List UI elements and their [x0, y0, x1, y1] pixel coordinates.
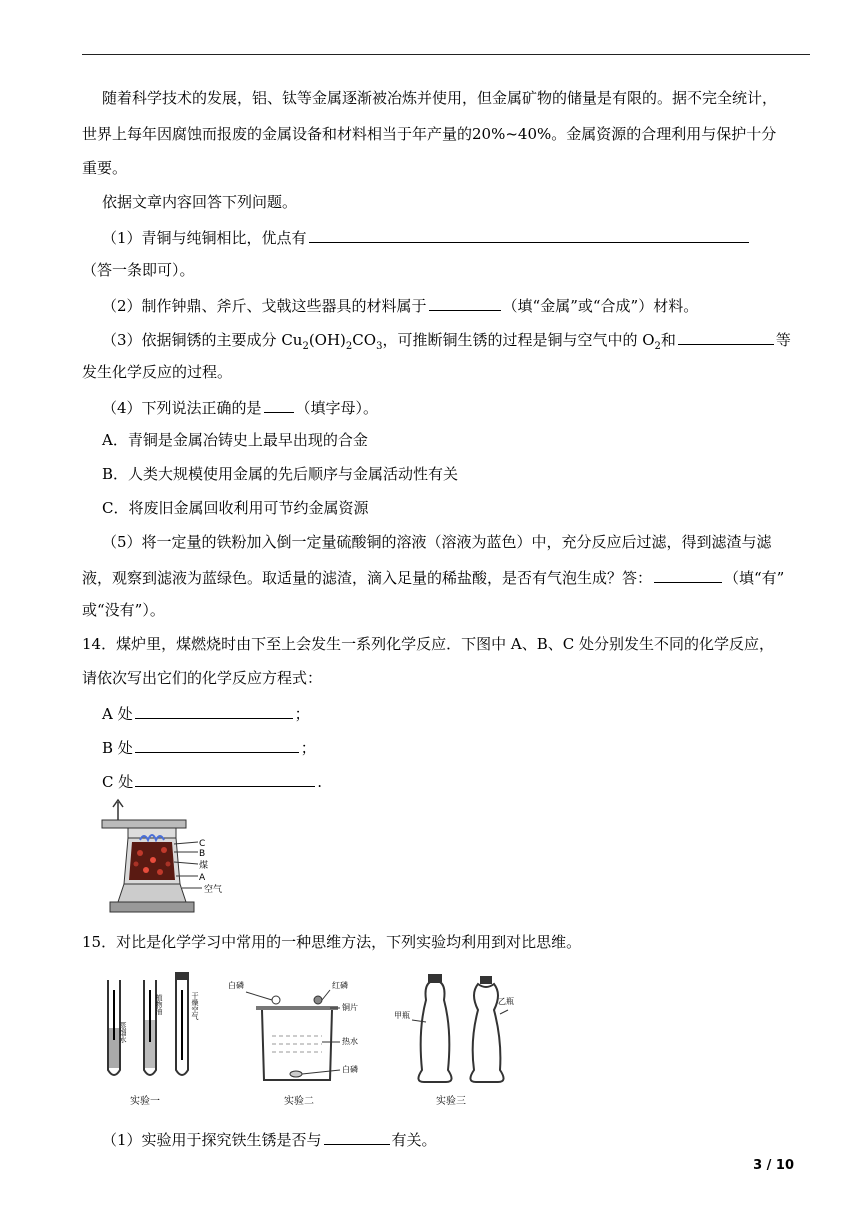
- coal-stove-figure: [98, 798, 248, 916]
- answer-blank[interactable]: [264, 396, 294, 413]
- experiment-3-figure: [390, 970, 520, 1110]
- answer-blank[interactable]: [429, 294, 501, 311]
- answer-blank[interactable]: [654, 566, 722, 583]
- experiment-2-figure: [226, 970, 366, 1110]
- answer-blank[interactable]: [324, 1128, 390, 1145]
- question-3-tail: 发生化学反应的过程。: [82, 363, 233, 381]
- paragraph-line: 世界上每年因腐蚀而报废的金属设备和材料相当于年产量的20%~40%。金属资源的合理利用与保护十分: [82, 125, 777, 143]
- q14-answer-c: C 处 .: [102, 770, 322, 792]
- label-distilled-water: 蒸馏水: [119, 1022, 127, 1043]
- header-rule: [82, 54, 810, 55]
- question-5: （5）将一定量的铁粉加入倒一定量硫酸铜的溶液（溶液为蓝色）中，充分反应后过滤，得到滤渣与滤: [102, 533, 772, 551]
- option-b: B．人类大规模使用金属的先后顺序与金属活动性有关: [102, 465, 459, 483]
- option-a: A．青铜是金属冶铸史上最早出现的合金: [102, 431, 368, 449]
- label-air: 空气: [204, 885, 223, 895]
- label-bottle-a: 甲瓶: [394, 1011, 410, 1020]
- label-c: C: [199, 839, 206, 849]
- label-b: B: [199, 849, 206, 859]
- option-c: C．将废旧金属回收利用可节约金属资源: [102, 499, 369, 517]
- question-15: 15．对比是化学学习中常用的一种思维方法，下列实验均利用到对比思维。: [82, 933, 582, 951]
- label-vegetable-oil: 植物油: [155, 994, 163, 1015]
- caption-exp1: 实验一: [130, 1096, 160, 1107]
- experiment-1-figure: [100, 970, 220, 1110]
- question-1-tail: （答一条即可）。: [82, 261, 195, 279]
- paragraph-line: 重要。: [82, 159, 128, 177]
- label-red-phosphorus: 红磷: [332, 981, 348, 990]
- question-15-1: （1）实验用于探究铁生锈是否与 有关。: [102, 1128, 437, 1150]
- answer-blank[interactable]: [678, 328, 774, 345]
- question-14: 14．煤炉里，煤燃烧时由下至上会发生一系列化学反应．下图中 A、B、C 处分别发生不同的化学反应，: [82, 635, 774, 653]
- caption-exp2: 实验二: [284, 1096, 314, 1107]
- caption-exp3: 实验三: [436, 1096, 466, 1107]
- question-4: （4）下列说法正确的是 （填字母）。: [102, 396, 378, 418]
- label-hot-water: 热水: [342, 1037, 358, 1046]
- label-bottle-b: 乙瓶: [498, 997, 514, 1006]
- answer-blank[interactable]: [135, 736, 299, 753]
- paragraph-line: 随着科学技术的发展，铝、钛等金属逐渐被冶炼并使用，但金属矿物的储量是有限的。据不完全统计，: [102, 89, 778, 107]
- q14-answer-b: B 处 ；: [102, 736, 316, 758]
- label-white-phosphorus: 白磷: [342, 1065, 358, 1074]
- page-number: 3 / 10: [753, 1158, 794, 1173]
- label-dry-air: 干燥空气: [191, 992, 199, 1020]
- label-white-phosphorus-top: 白磷: [228, 981, 244, 990]
- question-1: （1）青铜与纯铜相比，优点有: [102, 226, 751, 248]
- answer-blank[interactable]: [309, 226, 749, 243]
- question-14-line2: 请依次写出它们的化学反应方程式：: [82, 669, 323, 687]
- q14-answer-a: A 处 ；: [102, 702, 310, 724]
- instruction: 依据文章内容回答下列问题。: [102, 193, 298, 211]
- answer-blank[interactable]: [135, 770, 315, 787]
- label-a: A: [199, 873, 206, 883]
- answer-blank[interactable]: [135, 702, 293, 719]
- label-copper-sheet: 铜片: [342, 1003, 358, 1012]
- label-coal: 煤: [199, 861, 209, 871]
- question-5-tail: 或“没有”）。: [82, 601, 165, 619]
- question-5-line2: 液，观察到滤液为蓝绿色。取适量的滤渣，滴入足量的稀盐酸，是否有气泡生成？答： （填“有”: [82, 566, 784, 588]
- question-2: （2）制作钟鼎、斧斤、戈戟这些器具的材料属于 （填“金属”或“合成”）材料。: [102, 294, 698, 316]
- question-3: （3）依据铜锈的主要成分 $Cu_2(OH)_2CO_3$，可推断铜生锈的过程是铜与空气中的 $O_2$和 等: [102, 328, 791, 350]
